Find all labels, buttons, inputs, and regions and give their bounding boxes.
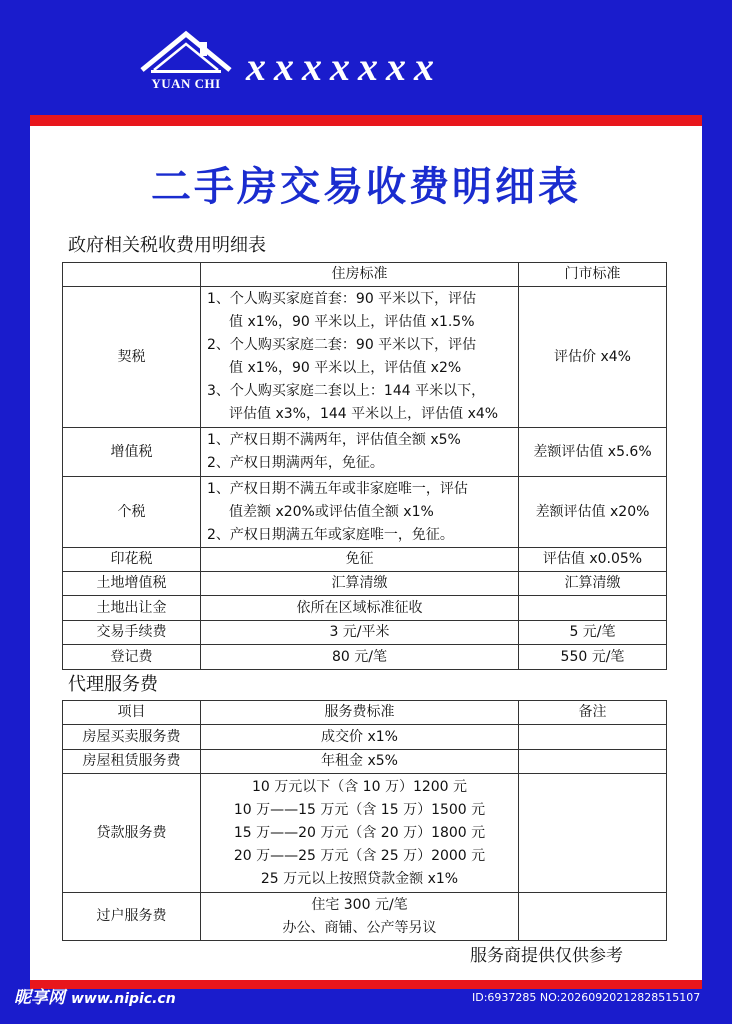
rule-line: 值 x1%，90 平米以上，评估值 x1.5%: [229, 314, 475, 330]
fee-line: 20 万——25 万元（含 25 万）2000 元: [233, 847, 486, 864]
fee-standard: [201, 893, 519, 941]
row-name: 过户服务费: [63, 893, 201, 941]
gov-col-item: [63, 263, 201, 287]
brand-name: xxxxxxx: [246, 44, 442, 89]
table-row: [63, 428, 667, 477]
rule-line: 2、产权日期满五年或家庭唯一，免征。: [207, 526, 454, 543]
table-row: [63, 477, 667, 548]
table-row: [63, 596, 667, 621]
table-row: [63, 750, 667, 774]
row-name: 贷款服务费: [63, 774, 201, 893]
residential-standard: 3 元/平米: [201, 621, 519, 645]
watermark: [14, 986, 176, 1011]
top-red-bar: [30, 115, 702, 126]
agency-fee-table: [62, 700, 667, 941]
table-row: [63, 725, 667, 750]
table-row: [63, 774, 667, 893]
shop-standard: [519, 596, 667, 621]
rule-line: 3、个人购买家庭二套以上：144 平米以下，: [207, 383, 486, 399]
fee-line: 10 万——15 万元（含 15 万）1500 元: [233, 801, 486, 818]
fee-standard: 成交价 x1%: [201, 725, 519, 750]
rule-line: 1、产权日期不满两年，评估值全额 x5%: [207, 432, 461, 448]
table-row: [63, 287, 667, 428]
rule-line: 值差额 x20%或评估值全额 x1%: [229, 503, 434, 520]
house-roof-icon: [138, 30, 234, 80]
shop-standard: 5 元/笔: [519, 621, 667, 645]
footer-note: 服务商提供仅供参考: [470, 946, 623, 966]
fee-line: 25 万元以上按照贷款金额 x1%: [260, 870, 459, 887]
row-name: 土地出让金: [63, 596, 201, 621]
fee-note: [519, 774, 667, 893]
gov-col-shop: 门市标准: [519, 263, 667, 287]
agency-header-row: [63, 701, 667, 725]
header: [0, 0, 732, 115]
agency-section-title: 代理服务费: [68, 674, 158, 695]
residential-standard: [201, 287, 519, 428]
page-title: 二手房交易收费明细表: [151, 164, 581, 210]
watermark-id: ID:6937285 NO:20260920212828515107: [472, 991, 701, 1004]
gov-header-row: [63, 263, 667, 287]
rule-line: 1、产权日期不满五年或非家庭唯一，评估: [207, 480, 468, 497]
fee-standard: [201, 774, 519, 893]
shop-standard: 汇算清缴: [519, 572, 667, 596]
rule-line: 2、产权日期满两年，免征。: [207, 455, 384, 471]
residential-standard: [201, 477, 519, 548]
table-row: [63, 645, 667, 670]
logo: [138, 30, 234, 98]
table-row: [63, 621, 667, 645]
residential-standard: [201, 428, 519, 477]
agency-col-standard: 服务费标准: [201, 701, 519, 725]
fee-line: 10 万元以下（含 10 万）1200 元: [251, 778, 468, 795]
shop-standard: 评估值 x0.05%: [519, 548, 667, 572]
row-name: 登记费: [63, 645, 201, 670]
row-name: 房屋买卖服务费: [63, 725, 201, 750]
fee-standard: 年租金 x5%: [201, 750, 519, 774]
residential-standard: 汇算清缴: [201, 572, 519, 596]
residential-standard: 80 元/笔: [201, 645, 519, 670]
logo-text: YUAN CHI: [151, 76, 221, 91]
table-row: [63, 572, 667, 596]
rule-line: 值 x1%，90 平米以上，评估值 x2%: [229, 360, 462, 376]
fee-line: 办公、商铺、公产等另议: [282, 919, 437, 936]
residential-standard: 依所在区域标准征收: [201, 596, 519, 621]
gov-section-title: 政府相关税收费用明细表: [68, 235, 266, 256]
fee-line: 住宅 300 元/笔: [311, 896, 408, 913]
watermark-brand: 昵享网: [14, 988, 65, 1008]
watermark-url: www.nipic.cn: [71, 991, 176, 1007]
fee-note: [519, 893, 667, 941]
agency-col-item: 项目: [63, 701, 201, 725]
fee-note: [519, 725, 667, 750]
row-name: 个税: [63, 477, 201, 548]
gov-col-residential: 住房标准: [201, 263, 519, 287]
fee-note: [519, 750, 667, 774]
shop-standard: 差额评估值 x5.6%: [519, 428, 667, 477]
row-name: 印花税: [63, 548, 201, 572]
shop-standard: 评估价 x4%: [519, 287, 667, 428]
fee-line: 15 万——20 万元（含 20 万）1800 元: [233, 824, 486, 841]
rule-line: 2、个人购买家庭二套：90 平米以下，评估: [207, 337, 477, 353]
residential-standard: 免征: [201, 548, 519, 572]
shop-standard: 550 元/笔: [519, 645, 667, 670]
row-name: 契税: [63, 287, 201, 428]
agency-col-note: 备注: [519, 701, 667, 725]
rule-line: 评估值 x3%，144 平米以上，评估值 x4%: [229, 406, 499, 422]
table-row: [63, 548, 667, 572]
gov-fee-table: [62, 262, 667, 670]
table-row: [63, 893, 667, 941]
row-name: 土地增值税: [63, 572, 201, 596]
row-name: 房屋租赁服务费: [63, 750, 201, 774]
shop-standard: 差额评估值 x20%: [519, 477, 667, 548]
rule-line: 1、个人购买家庭首套：90 平米以下，评估: [207, 291, 477, 307]
row-name: 交易手续费: [63, 621, 201, 645]
row-name: 增值税: [63, 428, 201, 477]
